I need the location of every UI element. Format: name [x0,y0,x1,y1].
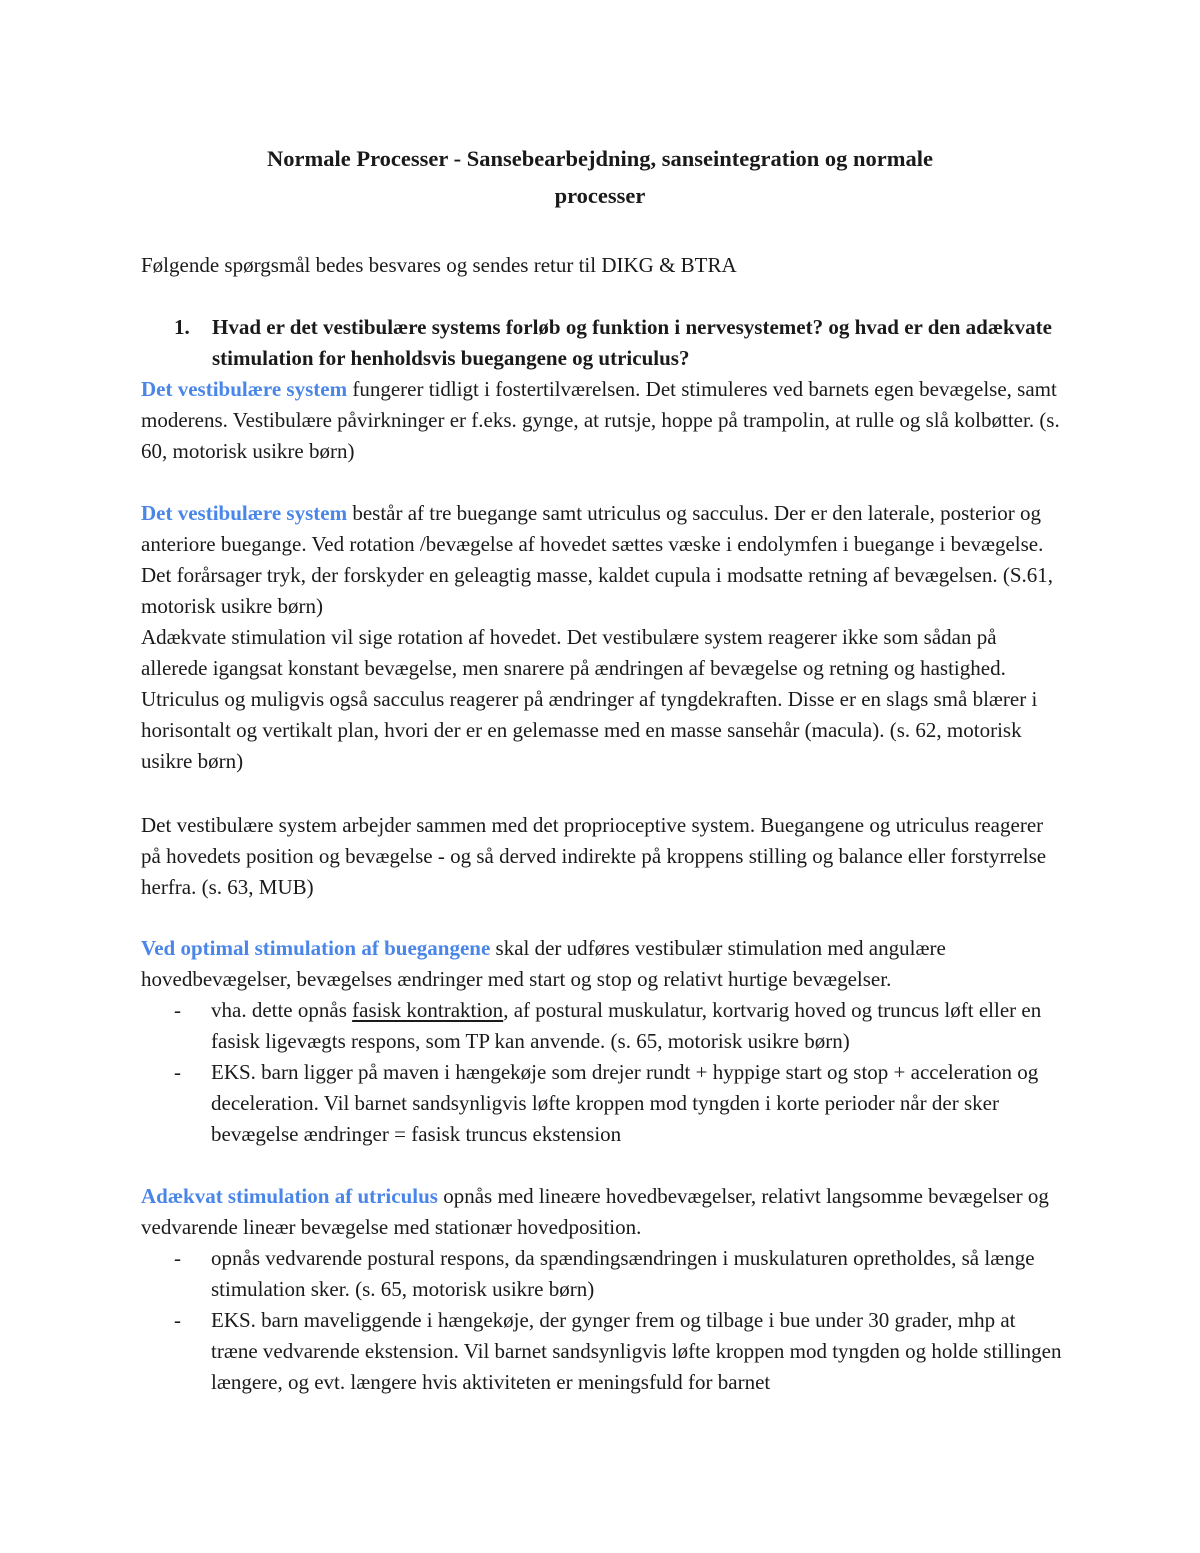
list-item [174,995,1064,1057]
paragraph-4: Det vestibulære system arbejder sammen med det proprioceptive system. Buegangene og utriculus reagerer på hovedets position og bevægelse - og så derved indirekte på kroppens stilling og balance eller forstyrrelse herfra. (s. 63, MUB) [141,813,1047,899]
list-item [174,1057,1064,1150]
question-text: Hvad er det vestibulære systems forløb og funktion i nervesystemet? og hvad er den adækvate stimulation for henholdsvis buegangene og utriculus? [212,315,1052,370]
paragraph-2 [141,498,1066,622]
list-item [174,1243,1064,1305]
list-item [174,1305,1064,1398]
list-item-text: EKS. barn maveliggende i hængekøje, der gynger frem og tilbage i bue under 30 grader, mhp at træne vedvarende ekstension. Vil barnet sandsynligvis løfte kroppen mod tyngden og holde stillingen længere, og evt. længere hvis aktiviteten er meningsfuld for barnet [211,1308,1062,1394]
intro-text: Følgende spørgsmål bedes besvares og sendes retur til DIKG & BTRA [141,253,737,277]
paragraph-5-body: skal der udføres vestibulær stimulation med angulære hovedbevægelser, bevægelses ændringer med start og stop og relativt hurtige bevægelser. [141,936,946,991]
paragraph-6 [141,1181,1066,1243]
paragraph-1-body: fungerer tidligt i fostertilværelsen. Det stimuleres ved barnets egen bevægelse, samt moderens. Vestibulære påvirkninger er f.eks. gynge, at rutsje, hoppe på trampolin, at rulle og slå kolbøtter. (s. 60, motorisk usikre børn) [141,377,1060,463]
paragraph-6-body: opnås med lineære hovedbevægelser, relativt langsomme bevægelser og vedvarende lineær bevægelse med stationær hovedposition. [141,1184,1049,1239]
underlined-term: fasisk kontraktion [352,998,504,1022]
paragraph-5-heading: Ved optimal stimulation af buegangene [141,936,491,960]
paragraph-6-heading: Adækvat stimulation af utriculus [141,1184,438,1208]
list-item-text: opnås vedvarende postural respons, da spændingsændringen i muskulaturen opretholdes, så længe stimulation sker. (s. 65, motorisk usikre børn) [211,1246,1035,1301]
title-line-2: processer [554,183,646,208]
document-title [140,140,1060,214]
title-line-1: Normale Processer - Sansebearbejdning, sanseintegration og normale [267,146,933,171]
paragraph-5 [141,933,1066,995]
list-item-text: EKS. barn ligger på maven i hængekøje som drejer rundt + hyppige start og stop + acceleration og deceleration. Vil barnet sandsynligvis løfte kroppen mod tyngden i korte perioder når der sker bevægelse ændringer = fasisk truncus ekstension [211,1060,1039,1146]
question-1 [174,312,1064,374]
list-dash: - [174,1246,181,1270]
paragraph-2-body: består af tre buegange samt utriculus og sacculus. Der er den laterale, posterior og anteriore buegange. Ved rotation /bevægelse af hovedet sættes væske i endolymfen i buegange i bevægelse. Det forårsager tryk, der forskyder en geleagtig masse, kaldet cupula i modsatte retning af bevægelsen. (S.61, motorisk usikre børn) [141,501,1054,618]
list-dash: - [174,1060,181,1084]
question-number: 1. [174,315,190,339]
paragraph-1 [141,374,1066,467]
paragraph-1-heading: Det vestibulære system [141,377,348,401]
paragraph-3: Adækvate stimulation vil sige rotation af hovedet. Det vestibulære system reagerer ikke som sådan på allerede igangsat konstant bevægelse, men snarere på ændringen af bevægelse og retning og hastighed. Utriculus og muligvis også sacculus reagerer på ændringer af tyngdekraften. Disse er en slags små blærer i horisontalt og vertikalt plan, hvori der er en gelemasse med en masse sansehår (macula). (s. 62, motorisk usikre børn) [141,625,1038,773]
list-item-text: vha. dette opnås fasisk kontraktion, af postural muskulatur, kortvarig hoved og truncus løft eller en fasisk ligevægts respons, som TP kan anvende. (s. 65, motorisk usikre børn) [211,998,1042,1053]
paragraph-2-heading: Det vestibulære system [141,501,348,525]
list-dash: - [174,998,181,1022]
list-dash: - [174,1308,181,1332]
